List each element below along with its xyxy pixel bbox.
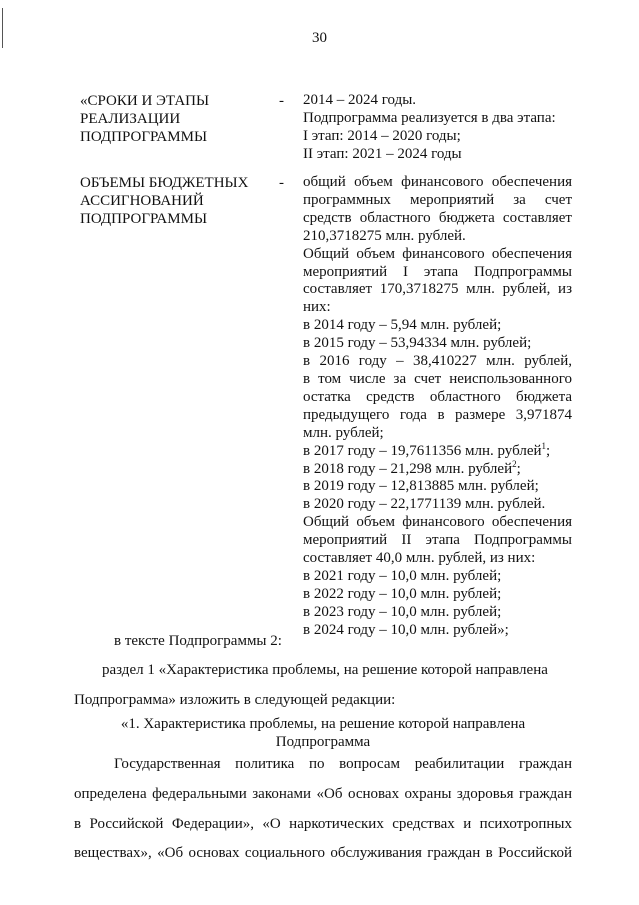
text-line: II этап: 2021 – 2024 годы [303, 145, 462, 162]
title-line: АССИГНОВАНИЙ [80, 193, 204, 209]
text-line: 210,3718275 млн. рублей. [303, 227, 466, 244]
text-line: Общий объем финансового обеспечения [303, 514, 572, 531]
title-line: ОБЪЕМЫ БЮДЖЕТНЫХ [80, 175, 249, 191]
text-line: предыдущего года в размере 3,971874 [303, 406, 572, 423]
footnote-mark: 1 [541, 440, 547, 451]
text-line: Подпрограмма реализуется в два этапа: [303, 109, 556, 126]
text-line: I этап: 2014 – 2020 годы; [303, 127, 461, 144]
section-title-budget [80, 174, 248, 228]
text-line: в 2024 году – 10,0 млн. рублей»; [303, 621, 509, 638]
paragraph-line: в Российской Федерации», «О наркотических средствах и психотропных [74, 816, 572, 832]
text-line: в 2017 году – 19,7611356 млн. рублей [303, 442, 542, 459]
text-line: в 2021 году – 10,0 млн. рублей; [303, 567, 502, 584]
paragraph-line: Государственная политика по вопросам реабилитации граждан [114, 756, 572, 772]
text-line: в том числе за счет неиспользованного [303, 370, 572, 387]
text-punct: ; [516, 460, 521, 477]
text-line: средств областного бюджета составляет [303, 209, 572, 226]
text-line-with-footnote [303, 458, 572, 479]
footnote-mark: 2 [512, 458, 517, 469]
paragraph-line: веществах», «Об основах социального обслуживания граждан в Российской [74, 845, 572, 861]
text-line: составляет 170,3718275 млн. рублей, из [303, 281, 572, 298]
paragraph-line: раздел 1 «Характеристика проблемы, на решение которой направлена [102, 662, 548, 678]
dash-separator: - [279, 93, 284, 109]
text-line: в 2020 году – 22,1771139 млн. рублей. [303, 496, 546, 513]
title-line: ПОДПРОГРАММЫ [80, 211, 208, 227]
text-line: мероприятий I этапа Подпрограммы [303, 263, 572, 280]
terms-content [303, 92, 572, 164]
text-line: них: [303, 299, 331, 316]
section-title-terms [80, 92, 209, 146]
text-line: составляет 40,0 млн. рублей, из них: [303, 550, 536, 567]
text-line: программных мероприятий за счет [303, 191, 572, 208]
title-line: «СРОКИ И ЭТАПЫ [80, 93, 210, 109]
budget-content [303, 174, 572, 640]
text-line: в 2019 году – 12,813885 млн. рублей; [303, 478, 539, 495]
paragraph-line: определена федеральными законами «Об основах охраны здоровья граждан [74, 786, 572, 802]
title-line: РЕАЛИЗАЦИИ [80, 111, 181, 127]
text-line: Общий объем финансового обеспечения [303, 245, 572, 262]
text-line: в 2015 году – 53,94334 млн. рублей; [303, 335, 532, 352]
text-line: в 2022 году – 10,0 млн. рублей; [303, 585, 502, 602]
text-line: остатка средств областного бюджета [303, 388, 572, 405]
text-line: в 2016 году – 38,410227 млн. рублей, [303, 353, 572, 370]
text-punct: ; [546, 442, 551, 459]
paragraph: в тексте Подпрограммы 2: [114, 633, 282, 649]
page-number: 30 [312, 30, 327, 46]
text-line: в 2018 году – 21,298 млн. рублей [303, 460, 513, 477]
text-line-with-footnote [303, 440, 572, 461]
section-heading: Подпрограмма [275, 734, 371, 750]
paragraph-line: Подпрограмма» изложить в следующей редакции: [74, 692, 396, 708]
dash-separator: - [279, 175, 284, 191]
text-line: общий объем финансового обеспечения [303, 174, 572, 190]
section-heading: «1. Характеристика проблемы, на решение которой направлена [120, 716, 526, 732]
text-line: млн. рублей; [303, 424, 384, 441]
text-line: в 2023 году – 10,0 млн. рублей; [303, 603, 502, 620]
text-line: мероприятий II этапа Подпрограммы [303, 532, 572, 549]
title-line: ПОДПРОГРАММЫ [80, 129, 208, 145]
text-line: в 2014 году – 5,94 млн. рублей; [303, 317, 502, 334]
text-line: 2014 – 2024 годы. [303, 92, 417, 108]
